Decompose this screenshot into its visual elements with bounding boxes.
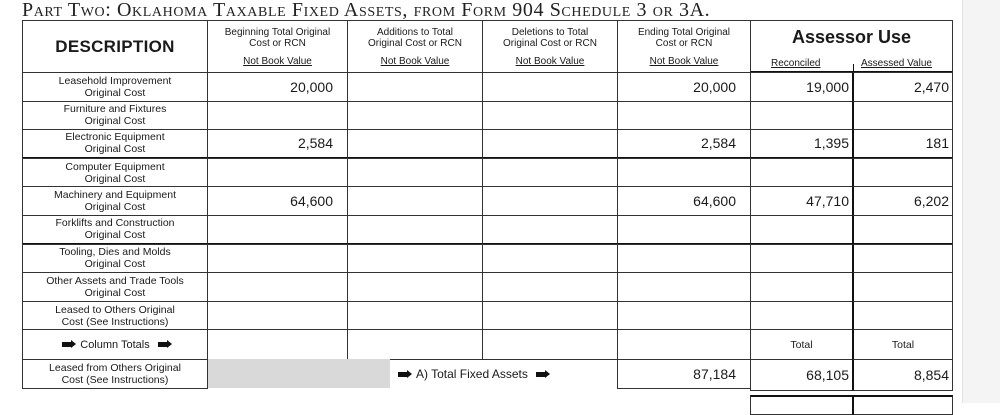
- beginning-field[interactable]: 64,600: [207, 186, 348, 216]
- assessed-field[interactable]: [852, 301, 953, 331]
- total-fixed-assets-label: [390, 359, 618, 389]
- row-label-line1: Leasehold Improvement: [58, 74, 172, 87]
- header-subtitle: Not Book Value: [649, 56, 719, 67]
- reconciled-field[interactable]: [750, 215, 853, 245]
- additions-field[interactable]: [347, 215, 483, 245]
- row-label-line1: Furniture and Fixtures: [63, 103, 167, 116]
- ending-field[interactable]: [617, 244, 751, 274]
- assessed-total-label: Total: [852, 329, 953, 360]
- assessed-field[interactable]: 181: [852, 129, 953, 159]
- row-label-line2: Original Cost: [84, 115, 146, 128]
- arrow-right-icon: [62, 342, 72, 347]
- beginning-field[interactable]: 20,000: [207, 72, 348, 102]
- header-reconciled: Reconciled: [771, 58, 821, 69]
- assessed-total-field[interactable]: 8,854: [852, 359, 953, 391]
- row-label-line2: Original Cost: [84, 143, 146, 156]
- row-description: [22, 101, 208, 131]
- ending-field[interactable]: [617, 158, 751, 188]
- row-label-line1: Other Assets and Trade Tools: [46, 274, 184, 287]
- header-line2: Original Cost or RCN: [368, 38, 462, 49]
- header-line1: Ending Total Original: [637, 27, 731, 38]
- reconciled-total-field[interactable]: 68,105: [750, 359, 853, 391]
- total-fixed-assets-text: A) Total Fixed Assets: [416, 367, 528, 382]
- beginning-field[interactable]: [207, 301, 348, 331]
- assessed-field[interactable]: [852, 244, 953, 274]
- reconciled-total-label: Total: [750, 329, 853, 360]
- additions-field[interactable]: [347, 158, 483, 188]
- deletions-field[interactable]: [482, 301, 618, 331]
- row-label-line1: Leased from Others Original: [49, 362, 181, 375]
- total-additions-field[interactable]: [347, 329, 483, 360]
- assessed-field[interactable]: [852, 215, 953, 245]
- deletions-field[interactable]: [482, 101, 618, 131]
- header-line1: Additions to Total: [377, 27, 453, 38]
- leased-from-others-label: [22, 359, 208, 389]
- additions-field[interactable]: [347, 186, 483, 216]
- ending-field[interactable]: [617, 101, 751, 131]
- reconciled-field[interactable]: [750, 301, 853, 331]
- beginning-field[interactable]: 2,584: [207, 129, 348, 159]
- deletions-field[interactable]: [482, 186, 618, 216]
- header-line1: Deletions to Total: [511, 27, 589, 38]
- assessed-field[interactable]: [852, 158, 953, 188]
- deletions-field[interactable]: [482, 72, 618, 102]
- divider: [853, 64, 854, 72]
- total-beginning-field[interactable]: [207, 329, 348, 360]
- header-subtitle: Not Book Value: [515, 56, 585, 67]
- header-subtitle: Not Book Value: [243, 56, 312, 67]
- reconciled-field[interactable]: [750, 158, 853, 188]
- header-beginning: [207, 20, 348, 73]
- reconciled-field[interactable]: 1,395: [750, 129, 853, 159]
- total-deletions-field[interactable]: [482, 329, 618, 360]
- header-description: DESCRIPTION: [22, 20, 208, 73]
- beginning-field[interactable]: [207, 272, 348, 302]
- leased-from-others-field-disabled: [208, 359, 390, 388]
- additions-field[interactable]: [347, 101, 483, 131]
- deletions-field[interactable]: [482, 158, 618, 188]
- row-label-line1: Leased to Others Original: [55, 303, 175, 316]
- deletions-field[interactable]: [482, 244, 618, 274]
- row-label-line2: Original Cost: [84, 286, 146, 299]
- total-ending-field[interactable]: [617, 329, 751, 360]
- reconciled-field[interactable]: [750, 101, 853, 131]
- header-line2: Original Cost or RCN: [503, 38, 597, 49]
- row-label-line1: Machinery and Equipment: [54, 189, 176, 202]
- beginning-field[interactable]: [207, 244, 348, 274]
- column-totals-text: Column Totals: [80, 338, 150, 351]
- additions-field[interactable]: [347, 129, 483, 159]
- row-label-line1: Tooling, Dies and Molds: [59, 246, 171, 259]
- row-description: [22, 301, 208, 331]
- header-additions: [347, 20, 483, 73]
- ending-field[interactable]: 64,600: [617, 186, 751, 216]
- reconciled-field[interactable]: [750, 244, 853, 274]
- arrow-right-icon: [398, 372, 408, 377]
- arrow-right-icon: [158, 342, 168, 347]
- arrow-right-icon: [536, 372, 546, 377]
- header-line2: Cost or RCN: [249, 38, 306, 49]
- row-label-line2: Cost (See Instructions): [61, 374, 169, 387]
- row-label-line2: Original Cost: [84, 201, 146, 214]
- ending-field[interactable]: 2,584: [617, 129, 751, 159]
- row-label-line1: Computer Equipment: [65, 160, 165, 173]
- reconciled-field[interactable]: 47,710: [750, 186, 853, 216]
- row-label-line2: Original Cost: [84, 172, 146, 185]
- deletions-field[interactable]: [482, 272, 618, 302]
- divider: [852, 395, 854, 415]
- beginning-field[interactable]: [207, 158, 348, 188]
- reconciled-field[interactable]: [750, 272, 853, 302]
- beginning-field[interactable]: [207, 215, 348, 245]
- row-description: [22, 129, 208, 159]
- additions-field[interactable]: [347, 301, 483, 331]
- ending-field[interactable]: [617, 272, 751, 302]
- header-subtitle: Not Book Value: [380, 56, 450, 67]
- row-label-line2: Original Cost: [84, 258, 146, 271]
- total-fixed-assets-field[interactable]: 87,184: [617, 359, 751, 389]
- row-description: [22, 215, 208, 245]
- additions-field[interactable]: [347, 244, 483, 274]
- row-description: [22, 158, 208, 188]
- assessed-field[interactable]: [852, 101, 953, 131]
- page-gutter: [962, 0, 1000, 403]
- reconciled-field[interactable]: 19,000: [750, 72, 853, 102]
- row-label-line2: Cost (See Instructions): [61, 315, 169, 328]
- assessed-field[interactable]: 6,202: [852, 186, 953, 216]
- row-label-line1: Electronic Equipment: [65, 131, 165, 144]
- assessor-use-title: Assessor Use: [791, 27, 912, 47]
- assessed-field[interactable]: 2,470: [852, 72, 953, 102]
- header-deletions: [482, 20, 618, 73]
- row-description: [22, 272, 208, 302]
- header-line1: Beginning Total Original: [224, 27, 331, 38]
- row-label-line2: Original Cost: [84, 86, 146, 99]
- header-line2: Cost or RCN: [655, 38, 713, 49]
- ending-field[interactable]: [617, 215, 751, 245]
- deletions-field[interactable]: [482, 129, 618, 159]
- header-ending: [617, 20, 751, 73]
- column-totals-label: [22, 329, 208, 360]
- header-assessor-use: [750, 20, 953, 73]
- beginning-field[interactable]: [207, 101, 348, 131]
- additions-field[interactable]: [347, 272, 483, 302]
- ending-field[interactable]: [617, 301, 751, 331]
- row-description: [22, 72, 208, 102]
- ending-field[interactable]: 20,000: [617, 72, 751, 102]
- row-description: [22, 186, 208, 216]
- assessed-field[interactable]: [852, 272, 953, 302]
- row-label-line1: Forklifts and Construction: [55, 217, 175, 230]
- section-title: Part Two: Oklahoma Taxable Fixed Assets, from Form 904 Schedule 3 or 3A.: [22, 0, 711, 21]
- additions-field[interactable]: [347, 72, 483, 102]
- row-description: [22, 244, 208, 274]
- deletions-field[interactable]: [482, 215, 618, 245]
- row-label-line2: Original Cost: [84, 229, 146, 242]
- header-assessed-value: Assessed Value: [861, 58, 932, 69]
